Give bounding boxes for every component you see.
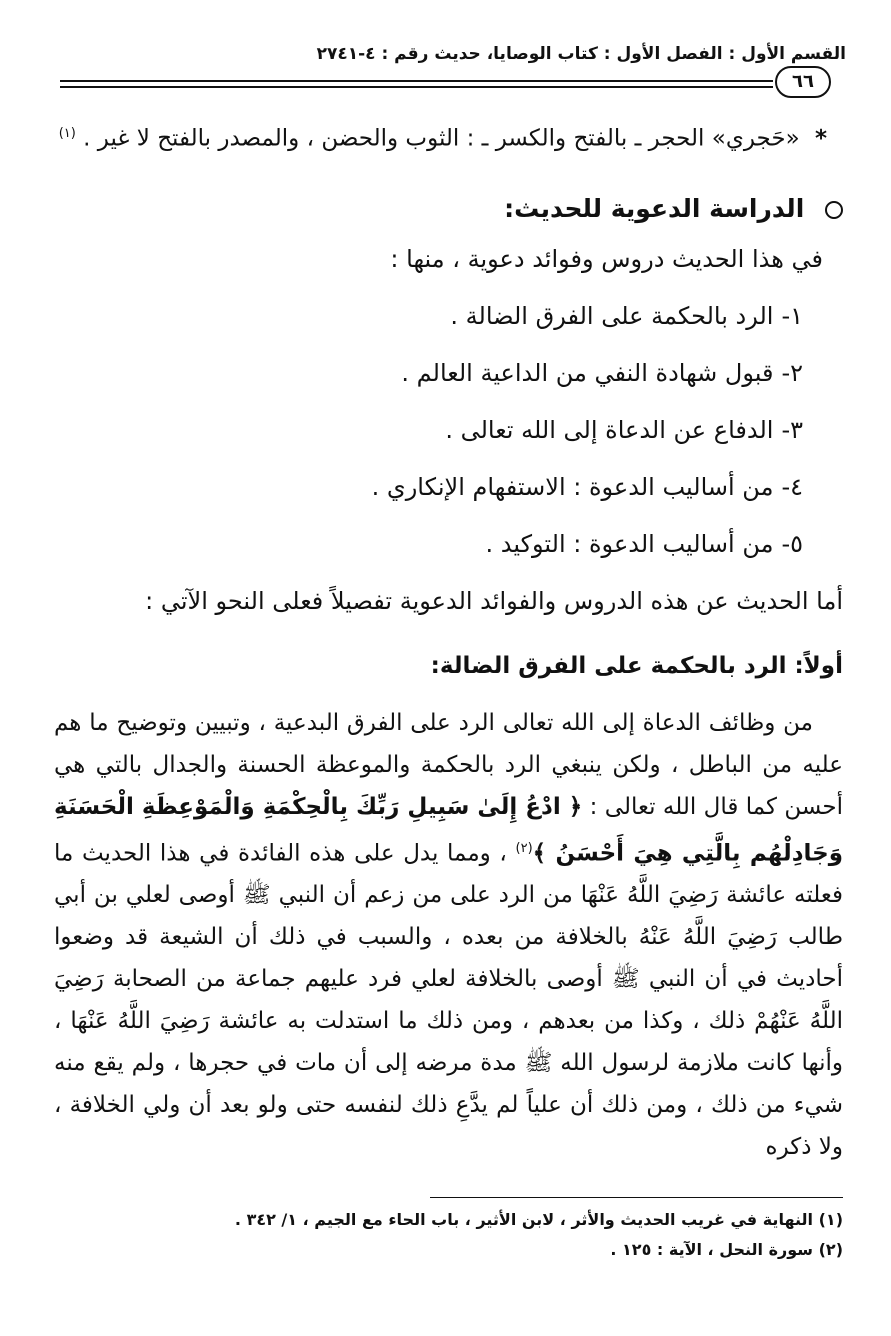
footnote-ref-1[interactable]: (١) xyxy=(58,126,76,141)
section-heading xyxy=(54,187,843,231)
subsection-title: أولاً: الرد بالحكمة على الفرق الضالة: xyxy=(430,652,843,679)
running-title: القسم الأول : الفصل الأول : كتاب الوصايا، حديث رقم : ٤-٢٧٤١ xyxy=(316,44,846,64)
quran-verse: ﴿ ادْعُ إِلَىٰ سَبِيلِ رَبِّكَ بِالْحِكْمَةِ وَالْمَوْعِظَةِ الْحَسَنَةِ وَجَادِلْهُم بِالَّتِي هِيَ أَحْسَنُ ﴾ xyxy=(54,793,844,867)
benefits-list xyxy=(54,231,843,630)
star-marker: * xyxy=(814,125,827,152)
intro-paragraph xyxy=(54,112,843,161)
footnote-ref-2[interactable]: (٢) xyxy=(515,840,533,856)
list-item: ٣-الدفاع عن الدعاة إلى الله تعالى . xyxy=(445,415,803,444)
running-header xyxy=(45,44,846,70)
footnote: (١) النهاية في غريب الحديث والأثر ، لابن الأثير ، باب الحاء مع الجيم ، ١/ ٣٤٢ . xyxy=(234,1210,843,1229)
header-rule xyxy=(60,80,773,82)
list-item: ٤-من أساليب الدعوة : الاستفهام الإنكاري . xyxy=(371,472,803,501)
paragraph-part-1: من وظائف الدعاة إلى الله تعالى الرد على الفرق البدعية ، وتبيين وتوضيح ما هم عليه من الباطل ، ولكن ينبغي الرد بالحكمة والموعظة الحسنة والجدال بالتي هي أحسن كما قال الله تعالى : xyxy=(54,709,843,820)
list-item: ٢-قبول شهادة النفي من الداعية العالم . xyxy=(401,358,803,387)
intro-text: «حَجري» الحجر ـ بالفتح والكسر ـ : الثوب والحضن ، والمصدر بالفتح لا غير . xyxy=(83,125,800,152)
list-item: ٥-من أساليب الدعوة : التوكيد . xyxy=(485,529,803,558)
section-title: الدراسة الدعوية للحديث: xyxy=(504,193,805,223)
circle-bullet-icon xyxy=(825,201,843,219)
page-number: ٦٦ xyxy=(775,66,831,98)
section-closing: أما الحديث عن هذه الدروس والفوائد الدعوية تفصيلاً فعلى النحو الآتي : xyxy=(145,586,843,615)
header-rule-double xyxy=(60,86,773,88)
footnote: (٢) سورة النحل ، الآية : ١٢٥ . xyxy=(610,1240,843,1259)
paragraph-part-2: ، ومما يدل على هذه الفائدة في هذا الحديث ما فعلته عائشة رَضِيَ اللَّهُ عَنْهَا من الرد على من زعم أن النبي ﷺ أوصى لعلي بن أبي طالب رَضِيَ اللَّهُ عَنْهُ بالخلافة من بعده ، والسبب في ذلك أن الشيعة قد وضعوا أحاديث في أن النبي ﷺ أوصى بالخلافة لعلي فرد عليهم جماعة من الصحابة رَضِيَ اللَّهُ عَنْهُمْ ذلك ، وكذا من بعدهم ، ومن ذلك ما استدلت به عائشة رَضِيَ اللَّهُ عَنْهَا ، وأنها كانت ملازمة لرسول الله ﷺ مدة مرضه إلى أن مات في حجرها ، ولم يقع منه شيء من ذلك ، ومن ذلك أن علياً لم يدَّعِ ذلك لنفسه حتى ولو بعد أن ولي الخلافة ، ولا ذكره xyxy=(54,840,843,1161)
section-lead: في هذا الحديث دروس وفوائد دعوية ، منها : xyxy=(390,244,823,273)
footnote-rule xyxy=(430,1197,843,1198)
list-item: ١-الرد بالحكمة على الفرق الضالة . xyxy=(450,301,803,330)
body-paragraph xyxy=(54,702,843,1169)
page-body xyxy=(54,112,843,1168)
